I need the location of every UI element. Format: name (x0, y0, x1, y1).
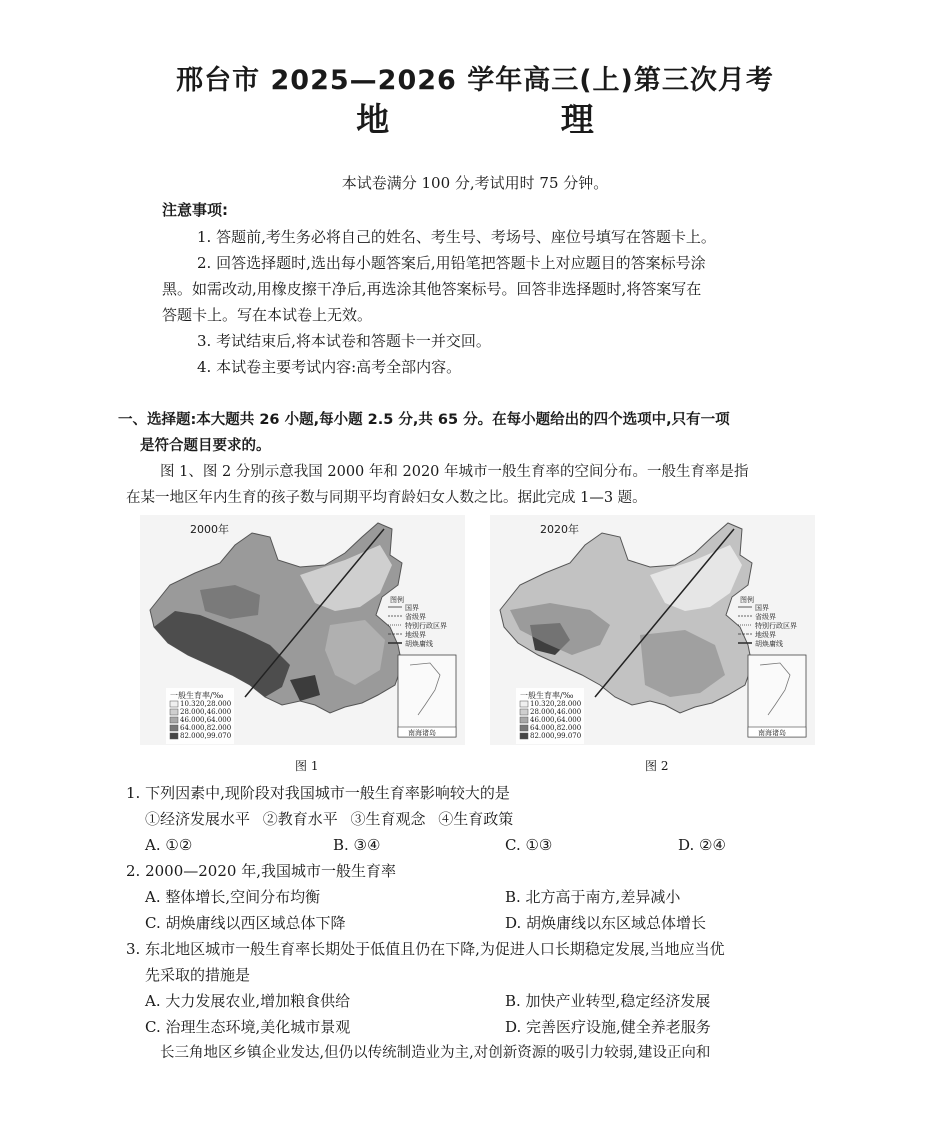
q1-option-c[interactable]: C. ①③ (505, 836, 553, 854)
notice-line-1: 1. 答题前,考生务必将自己的姓名、考生号、考场号、座位号填写在答题卡上。 (197, 228, 716, 246)
figure-1-legend-title: 一般生育率/‰ (170, 691, 224, 700)
notice-line-4: 答题卡上。写在本试卷上无效。 (162, 306, 373, 324)
q3-option-d[interactable]: D. 完善医疗设施,健全养老服务 (505, 1018, 711, 1036)
notice-line-2: 2. 回答选择题时,选出每小题答案后,用铅笔把答题卡上对应题目的答案标号涂 (197, 254, 706, 272)
figure-1-legend-1: 10.320,28.000 (180, 700, 232, 708)
q2-option-b[interactable]: B. 北方高于南方,差异减小 (505, 888, 681, 906)
q2-stem: 2. 2000—2020 年,我国城市一般生育率 (126, 862, 396, 880)
figure-2-legend-title: 一般生育率/‰ (520, 691, 574, 700)
q2-option-c[interactable]: C. 胡焕庸线以西区域总体下降 (145, 914, 346, 932)
figure-2-key-1: 国界 (755, 604, 769, 612)
figure-1-legend-2: 28.000,46.000 (180, 708, 232, 716)
section-heading-2: 是符合题目要求的。 (140, 438, 271, 454)
q3-stem-line-2: 先采取的措施是 (145, 966, 251, 984)
figure-1-legend-3: 46.000,64.000 (180, 716, 232, 724)
notice-heading: 注意事项: (162, 201, 228, 219)
q3-option-b[interactable]: B. 加快产业转型,稳定经济发展 (505, 992, 711, 1010)
q3-stem-line-1: 3. 东北地区城市一般生育率长期处于低值且仍在下降,为促进人口长期稳定发展,当地应当优 (126, 940, 725, 958)
figure-2-key-4: 地级界 (755, 631, 776, 639)
figure-2-inset-label: 南海诸岛 (758, 729, 786, 737)
q1-items: ①经济发展水平 ②教育水平 ③生育观念 ④生育政策 (145, 810, 514, 828)
figure-2-legend-3: 46.000,64.000 (530, 716, 582, 724)
figure-1-inset-label: 南海诸岛 (408, 729, 436, 737)
notice-line-6: 4. 本试卷主要考试内容:高考全部内容。 (197, 358, 462, 376)
q1-option-d[interactable]: D. ②④ (678, 836, 726, 854)
q2-option-a[interactable]: A. 整体增长,空间分布均衡 (145, 888, 321, 906)
figure-1-map (140, 515, 465, 745)
figure-2-legend-5: 82.000,99.070 (530, 732, 582, 740)
figure-2-legend-2: 28.000,46.000 (530, 708, 582, 716)
figure-2-map (490, 515, 815, 745)
figure-2-key-5: 胡焕庸线 (755, 640, 783, 648)
intro-line-1: 图 1、图 2 分别示意我国 2000 年和 2020 年城市一般生育率的空间分布。一般生育率是指 (160, 464, 749, 480)
figure-2-key-3: 特别行政区界 (755, 622, 797, 630)
figure-2-legend-1: 10.320,28.000 (530, 700, 582, 708)
figure-1-legend-4: 64.000,82.000 (180, 724, 232, 732)
exam-title: 邢台市 2025—2026 学年高三(上)第三次月考 (176, 65, 774, 96)
q2-option-d[interactable]: D. 胡焕庸线以东区域总体增长 (505, 914, 707, 932)
subject-title: 地 理 (356, 100, 654, 139)
section-heading-1: 一、选择题:本大题共 26 小题,每小题 2.5 分,共 65 分。在每小题给出的四个选项中,只有一项 (118, 412, 730, 428)
intro-line-2: 在某一地区年内生育的孩子数与同期平均育龄妇女人数之比。据此完成 1—3 题。 (126, 490, 647, 506)
figure-2-key-2: 省级界 (755, 613, 776, 621)
figure-2-key-title: 图例 (740, 596, 754, 604)
next-intro: 长三角地区乡镇企业发达,但仍以传统制造业为主,对创新资源的吸引力较弱,建设正向和 (160, 1045, 711, 1061)
q1-stem: 1. 下列因素中,现阶段对我国城市一般生育率影响较大的是 (126, 784, 510, 802)
notice-line-5: 3. 考试结束后,将本试卷和答题卡一并交回。 (197, 332, 491, 350)
exam-info: 本试卷满分 100 分,考试用时 75 分钟。 (341, 174, 609, 192)
figure-2-caption: 图 2 (645, 759, 669, 773)
figure-1-key-2: 省级界 (405, 613, 426, 621)
figure-1-key-5: 胡焕庸线 (405, 640, 433, 648)
figure-1-key-1: 国界 (405, 604, 419, 612)
figure-2-year: 2020年 (540, 523, 579, 536)
figure-2-legend-4: 64.000,82.000 (530, 724, 582, 732)
q1-option-b[interactable]: B. ③④ (333, 836, 381, 854)
q1-option-a[interactable]: A. ①② (145, 836, 193, 854)
figure-1-key-title: 图例 (390, 596, 404, 604)
figure-1-caption: 图 1 (295, 759, 319, 773)
notice-line-3: 黑。如需改动,用橡皮擦干净后,再选涂其他答案标号。回答非选择题时,将答案写在 (162, 280, 702, 298)
figure-1-year: 2000年 (190, 523, 229, 536)
figure-1-legend-5: 82.000,99.070 (180, 732, 232, 740)
q3-option-c[interactable]: C. 治理生态环境,美化城市景观 (145, 1018, 351, 1036)
figure-1-key-4: 地级界 (405, 631, 426, 639)
figure-1-key-3: 特别行政区界 (405, 622, 447, 630)
q3-option-a[interactable]: A. 大力发展农业,增加粮食供给 (145, 992, 351, 1010)
